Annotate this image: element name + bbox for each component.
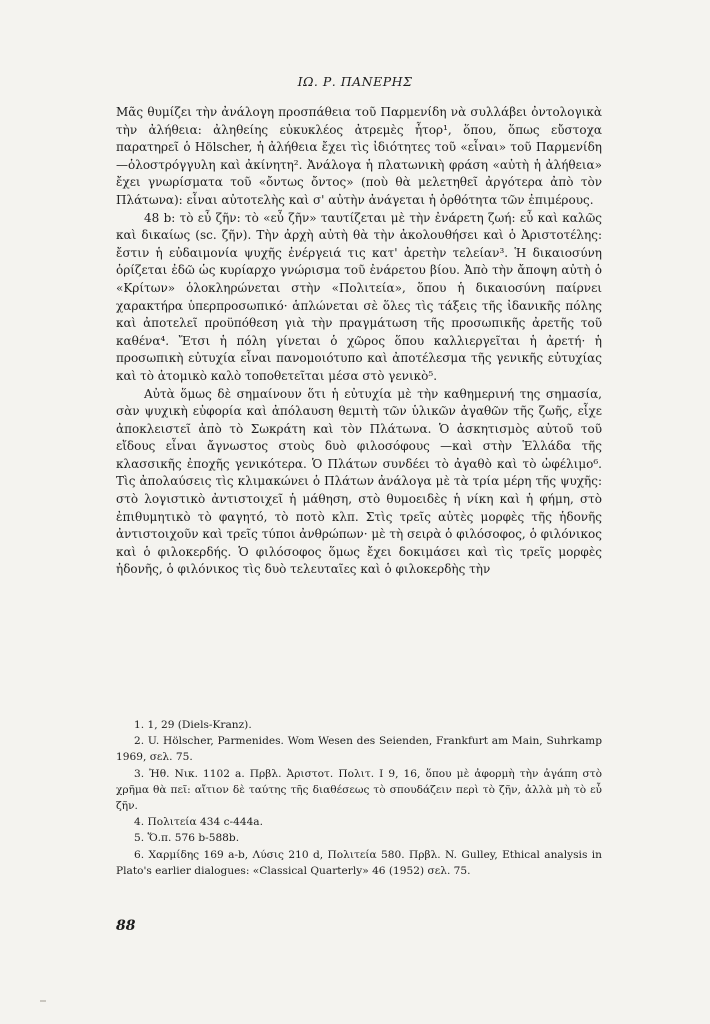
scan-speck [40,1000,46,1002]
footnote-3: 3. Ἠθ. Νικ. 1102 a. Πρβλ. Ἀριστοτ. Πολιτ. I 9, 16, ὅπου μὲ ἀφορμὴ τὴν ἀγάπη στὸ χρῆμα θὰ πεῖ: αἴτιον δὲ ταύτης τῆς διαθέσεως τὸ σπουδάζειν περὶ τὸ ζῆν, ἀλλὰ μὴ τὸ εὖ ζῆν. [116,767,602,813]
running-header: ΙΩ. Ρ. ΠΑΝΕΡΗΣ [297,74,413,89]
footnote-5: 5. Ὅ.π. 576 b-588b. [134,832,240,845]
footnote-1: 1. 1, 29 (Diels-Kranz). [134,719,252,731]
footnotes [116,717,602,879]
footnote-4: 4. Πολιτεία 434 c-444a. [134,816,263,829]
footnote-2: 2. U. Hölscher, Parmenides. Wom Wesen des Seienden, Frankfurt am Main, Suhrkamp 1969, σελ. 75. [116,735,602,764]
paragraph-3: Αὐτὰ ὅμως δὲ σημαίνουν ὅτι ἡ εὐτυχία μὲ τὴν καθημερινή της σημασία, σὰν ψυχικὴ εὐφορία καὶ ἀπόλαυση θεμιτὴ τῶν ὑλικῶν ἀγαθῶν τῆς ζωῆς, εἶχε ἀποκλειστεῖ ἀπὸ τὸ Σωκράτη καὶ τὸν Πλάτωνα. Ὁ ἀσκητισμὸς αὐτοῦ τοῦ εἴδους εἶναι ἄγνωστος στοὺς δυὸ φιλοσόφους —καὶ στὴν Ἑλλάδα τῆς κλασσικῆς ἐποχῆς γενικότερα. Ὁ Πλάτων συνδέει τὸ ἀγαθὸ καὶ τὸ ὠφέλιμο⁶. Τὶς ἀπολαύσεις τὶς κλιμακώνει ὁ Πλάτων ἀνάλογα μὲ τὰ τρία μέρη τῆς ψυχῆς: στὸ λογιστικὸ ἀντιστοιχεῖ ἡ μάθηση, στὸ θυμοειδὲς ἡ νίκη καὶ ἡ φήμη, στὸ ἐπιθυμητικὸ τὸ φαγητό, τὸ ποτὸ κλπ. Στὶς τρεῖς αὐτὲς μορφὲς τῆς ἡδονῆς ἀντιστοιχοῦν καὶ τρεῖς τύποι ἀνθρώπων· μὲ τὴ σειρὰ ὁ φιλόσοφος, ὁ φιλόνικος καὶ ὁ φιλοκερδής. Ὁ φιλόσοφος ὅμως ἔχει δοκιμάσει καὶ τὶς τρεῖς μορφὲς ἡδονῆς, ὁ φιλόνικος τὶς δυὸ τελευταῖες καὶ ὁ φιλοκερδὴς τὴν [116,386,602,577]
page-number: 88 [116,918,136,934]
paragraph-1: Μᾶς θυμίζει τὴν ἀνάλογη προσπάθεια τοῦ Παρμενίδη νὰ συλλάβει ὀντολογικὰ τὴν ἀλήθεια: ἀληθείης εὐκυκλέος ἀτρεμὲς ἦτορ¹, ὅπου, ὅπως εὔστοχα παρατηρεῖ ὁ Hölscher, ἡ ἀλήθεια ἔχει τὶς ἰδιότητες τοῦ «εἶναι» τοῦ Παρμενίδη —ὁλοστρόγγυλη καὶ ἀκίνητη². Ἀνάλογα ἡ πλατωνικὴ φράση «αὐτὴ ἡ ἀλήθεια» ἔχει γνωρίσματα τοῦ «ὄντως ὄντος» (ποὺ θὰ μελετηθεῖ ἀργότερα ἀπὸ τὸν Πλάτωνα): εἶναι αὐτοτελὴς καὶ σ' αὐτὴν ἀνάγεται ἡ ὀρθότητα τῶν ἐπιμέρους. [116,105,602,207]
paragraph-2: 48 b: τὸ εὖ ζῆν: τὸ «εὖ ζῆν» ταυτίζεται μὲ τὴν ἐνάρετη ζωή: εὖ καὶ καλῶς καὶ δικαίως (sc. ζῆν). Τὴν ἀρχὴ αὐτὴ θὰ τὴν ἀκολουθήσει καὶ ὁ Ἀριστοτέλης: ἔστιν ἡ εὐδαιμονία ψυχῆς ἐνέργειά τις κατ' ἀρετὴν τελείαν³. Ἡ δικαιοσύνη ὁρίζεται ἐδῶ ὡς κυρίαρχο γνώρισμα τοῦ ἐνάρετου βίου. Ἀπὸ τὴν ἄποψη αὐτὴ ὁ «Κρίτων» ὁλοκληρώνεται στὴν «Πολιτεία», ὅπου ἡ δικαιοσύνη παίρνει χαρακτήρα ὑπερπροσωπικό· ἁπλώνεται σὲ ὅλες τὶς τάξεις τῆς ἰδανικῆς πόλης καὶ ἀποτελεῖ προϋπόθεση γιὰ τὴν πραγμάτωση τῆς προσωπικῆς ἀρετῆς τοῦ καθένα⁴. Ἔτσι ἡ πόλη γίνεται ὁ χῶρος ὅπου καλλιεργεῖται ἡ ἀρετή· ἡ προσωπικὴ εὐτυχία εἶναι πανομοιότυπο καὶ ἀποτέλεσμα τῆς γενικῆς εὐτυχίας καὶ τὸ ἀτομικὸ καλὸ τοποθετεῖται μέσα στὸ γενικὸ⁵. [116,210,602,383]
main-text [116,104,602,579]
footnote-6: 6. Χαρμίδης 169 a-b, Λύσις 210 d, Πολιτεία 580. Πρβλ. N. Gulley, Ethical analysis in Plato's earlier dialogues: «Classical Quarterly» 46 (1952) σελ. 75. [116,848,602,877]
